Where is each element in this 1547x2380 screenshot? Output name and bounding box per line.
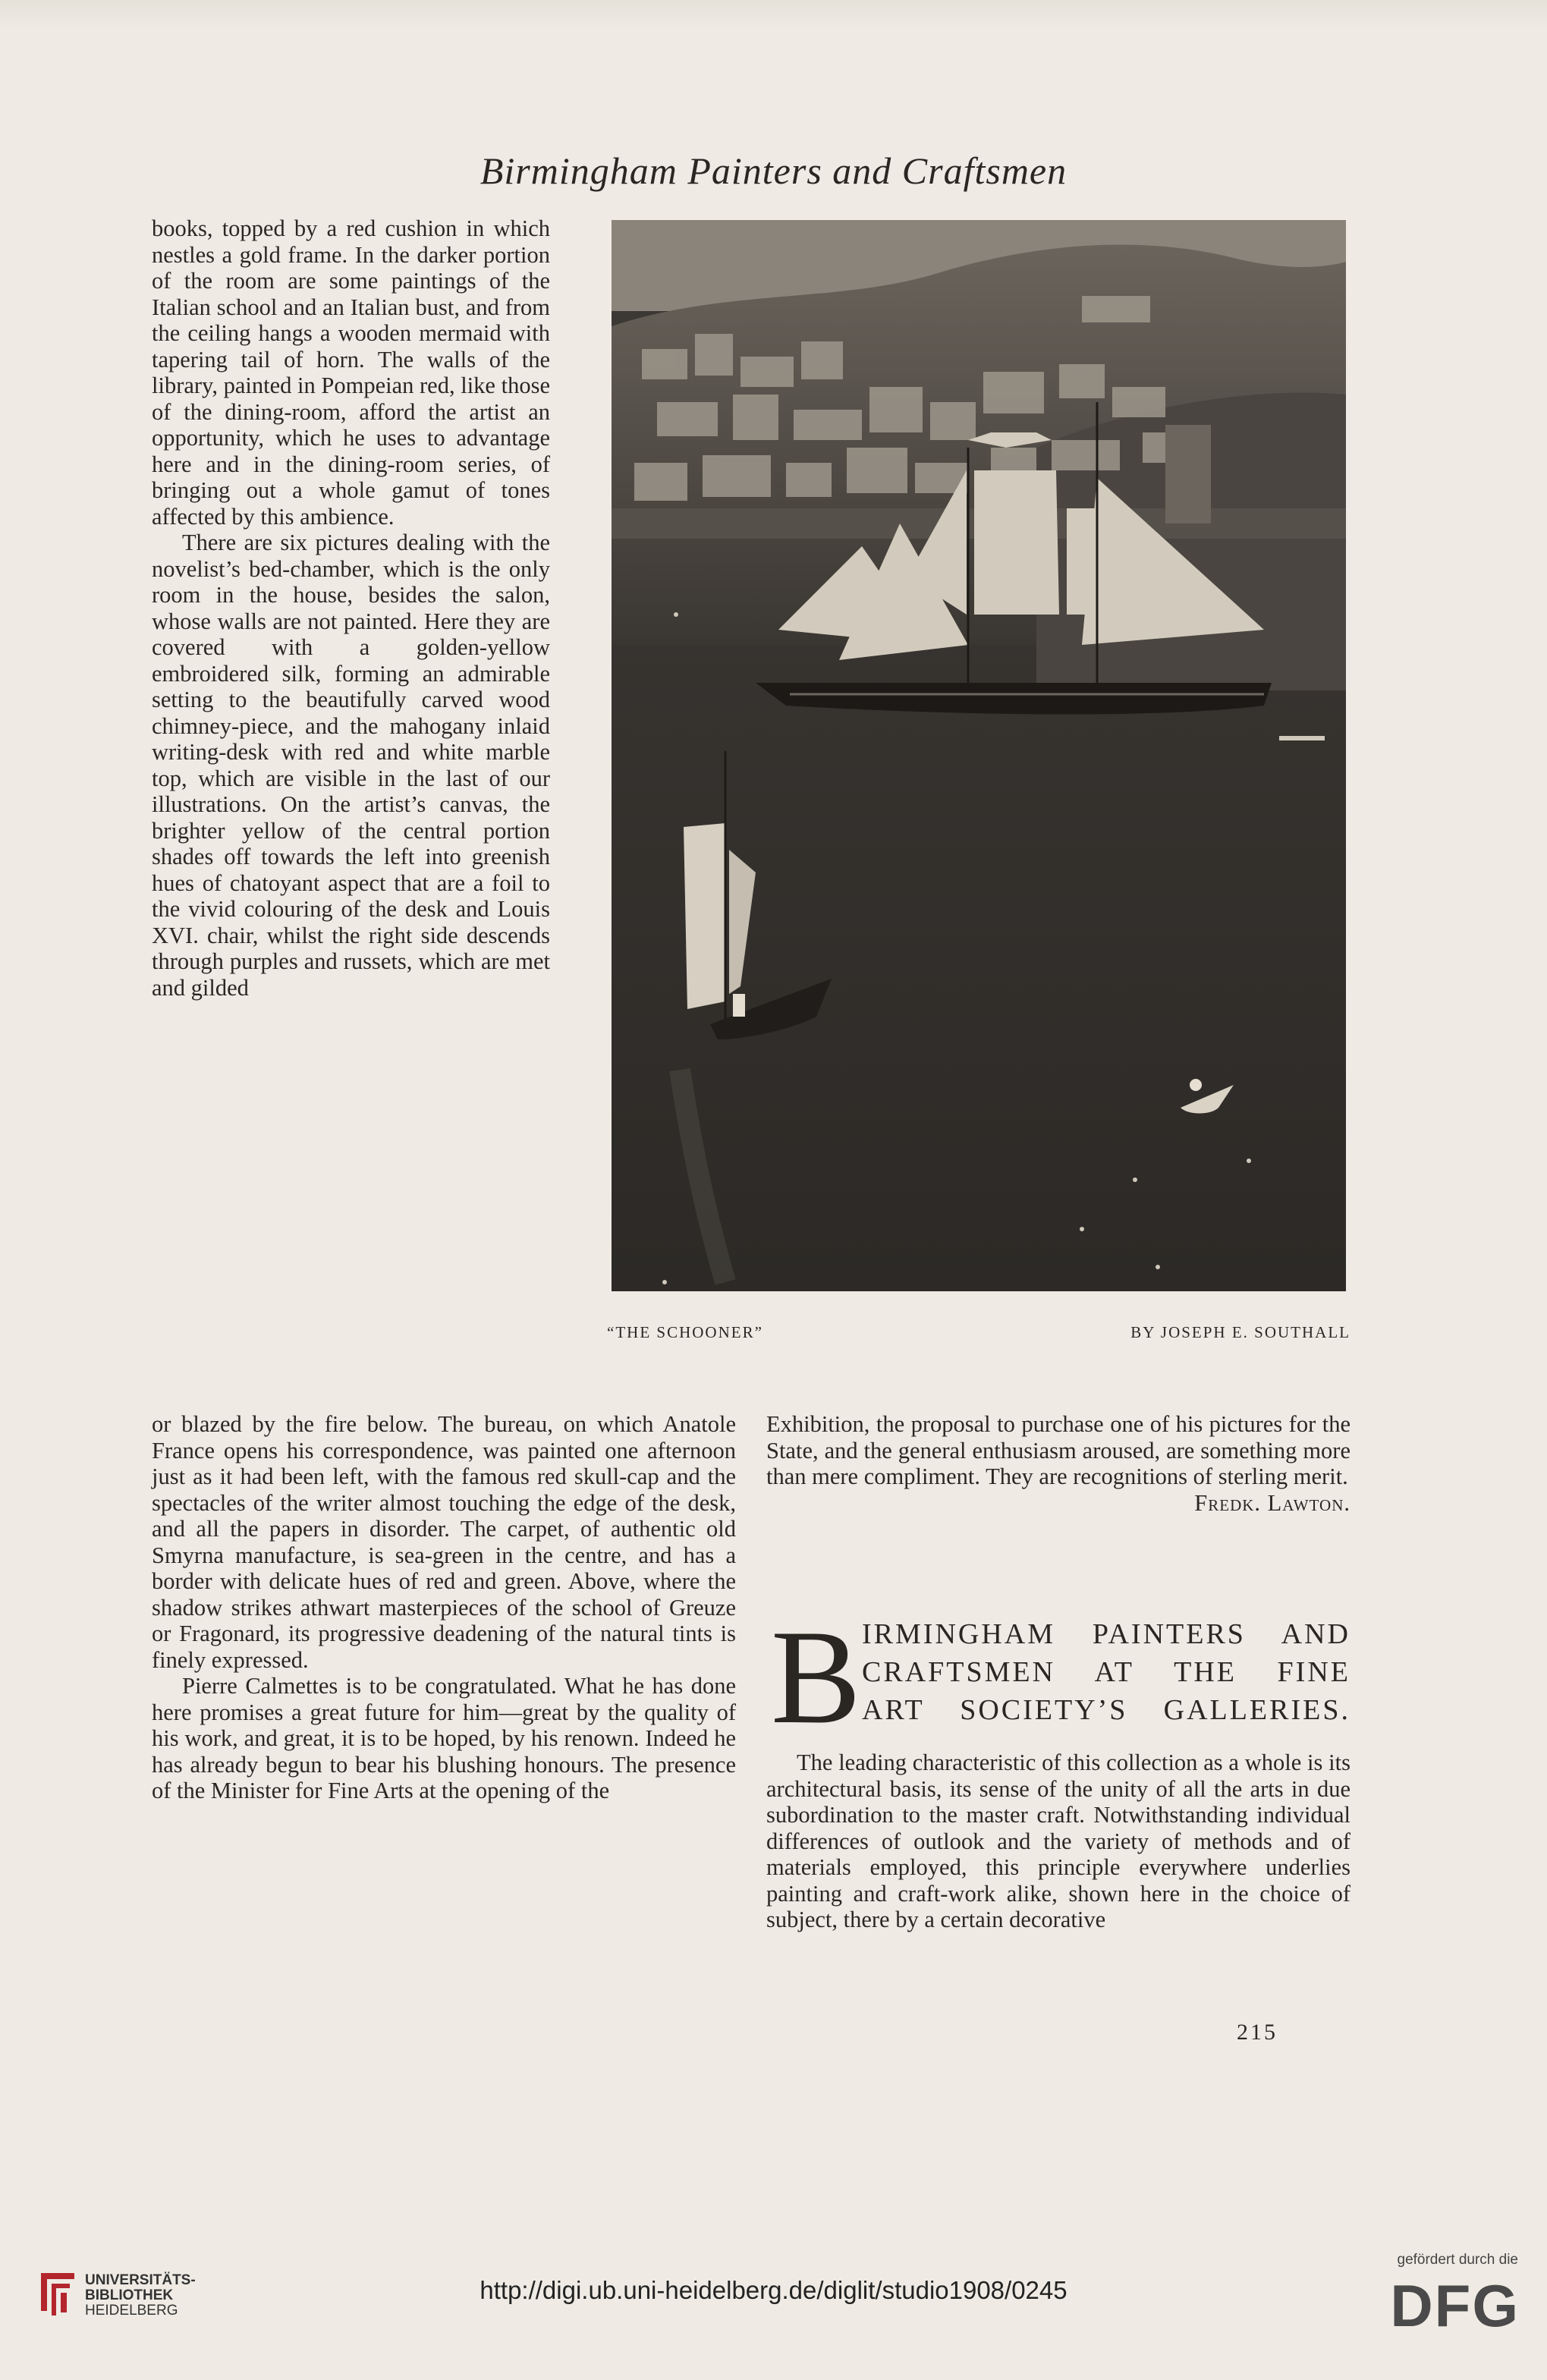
paragraph: books, topped by a red cushion in which nestles a gold frame. In the darker portion of the room are some paintings of the Italian school and an Italian bust, and from the ceiling hangs a wooden mermaid with tapering tail of horn. The walls of the library, painted in Pompeian red, like those of the dining-room, afford the artist an opportunity, which he uses to advantage here and in the dining-room series, of bringing out a whole gamut of tones affected by this ambience. [152, 215, 550, 530]
section-heading-line: IRMINGHAM PAINTERS AND [862, 1618, 1350, 1650]
schooner-painting-image [612, 220, 1346, 1291]
schooner-illustration [612, 220, 1346, 1291]
figure-caption-title: “THE SCHOONER” [607, 1323, 763, 1341]
library-name: UNIVERSITÄTS- BIBLIOTHEK HEIDELBERG [85, 2272, 196, 2319]
paragraph: Pierre Calmettes is to be congratulated. What he has done here promises a great future for him—great by the quality of his work, and great, it is to be hoped, by his renown. Indeed he has already begun to bear his blushing honours. The presence of the Minister for Fine Arts at the opening of the [152, 1673, 736, 1803]
figure-caption-artist: BY JOSEPH E. SOUTHALL [1130, 1323, 1350, 1341]
dfg-logo: DFG [1390, 2272, 1520, 2339]
funding-note: gefördert durch die [1397, 2252, 1518, 2268]
right-column [766, 1411, 1350, 1516]
section-heading-line: CRAFTSMEN AT THE FINE [862, 1656, 1350, 1688]
bottom-left-column [152, 1411, 736, 1804]
page-number: 215 [1237, 2020, 1278, 2045]
section-body [766, 1750, 1350, 1933]
digitization-footer [0, 2238, 1547, 2380]
drop-cap: B [771, 1602, 861, 1752]
page-top-edge [0, 0, 1547, 30]
paragraph: The leading characteristic of this collection as a whole is its architectural basis, its sense of the unity of all the arts in due subordination to the master craft. Notwithstanding individual differences of outlook and the variety of methods and of materials employed, this principle everywhere underlies painting and craft-work alike, shown here in the choice of subject, there by a certain decorative [766, 1750, 1350, 1932]
paragraph: There are six pictures dealing with the novelist’s bed-chamber, which is the only room in the house, besides the salon, whose walls are not painted. Here they are covered with a golden-yellow embroidered silk, forming an admirable setting to the beautifully carved wood chimney-piece, and the mahogany inlaid writing-desk with red and white marble top, which are visible in the last of our illustrations. On the artist’s canvas, the brighter yellow of the central portion shades off towards the left into greenish hues of chatoyant aspect that are a foil to the vivid colouring of the desk and Louis XVI. chair, whilst the right side descends through purples and russets, which are met and gilded [152, 530, 550, 1001]
section-heading-line: ART SOCIETY’S GALLERIES. [862, 1694, 1350, 1726]
source-url-link[interactable]: http://digi.ub.uni-heidelberg.de/diglit/studio1908/0245 [480, 2276, 1067, 2304]
running-head: Birmingham Painters and Craftsmen [480, 149, 1067, 192]
author-signature: Fredk. Lawton. [1194, 1489, 1350, 1516]
paragraph: Exhibition, the proposal to purchase one of his pictures for the State, and the general enthusiasm aroused, are something more than mere compliment. They are recognitions of sterling merit. [766, 1411, 1350, 1489]
left-column [152, 215, 550, 1001]
section-heading [771, 1602, 1350, 1752]
paragraph: or blazed by the fire below. The bureau, on which Anatole France opens his correspondence, was painted one afternoon just as it had been left, with the famous red skull-cap and the spectacles of the writer almost touching the edge of the desk, and all the papers in disorder. The carpet, of authentic old Smyrna manufacture, is sea-green in the centre, and has a border with delicate hues of red and green. Above, where the shadow strikes athwart masterpieces of the school of Greuze or Fragonard, its progressive deadening of the natural tints is finely expressed. [152, 1411, 736, 1673]
